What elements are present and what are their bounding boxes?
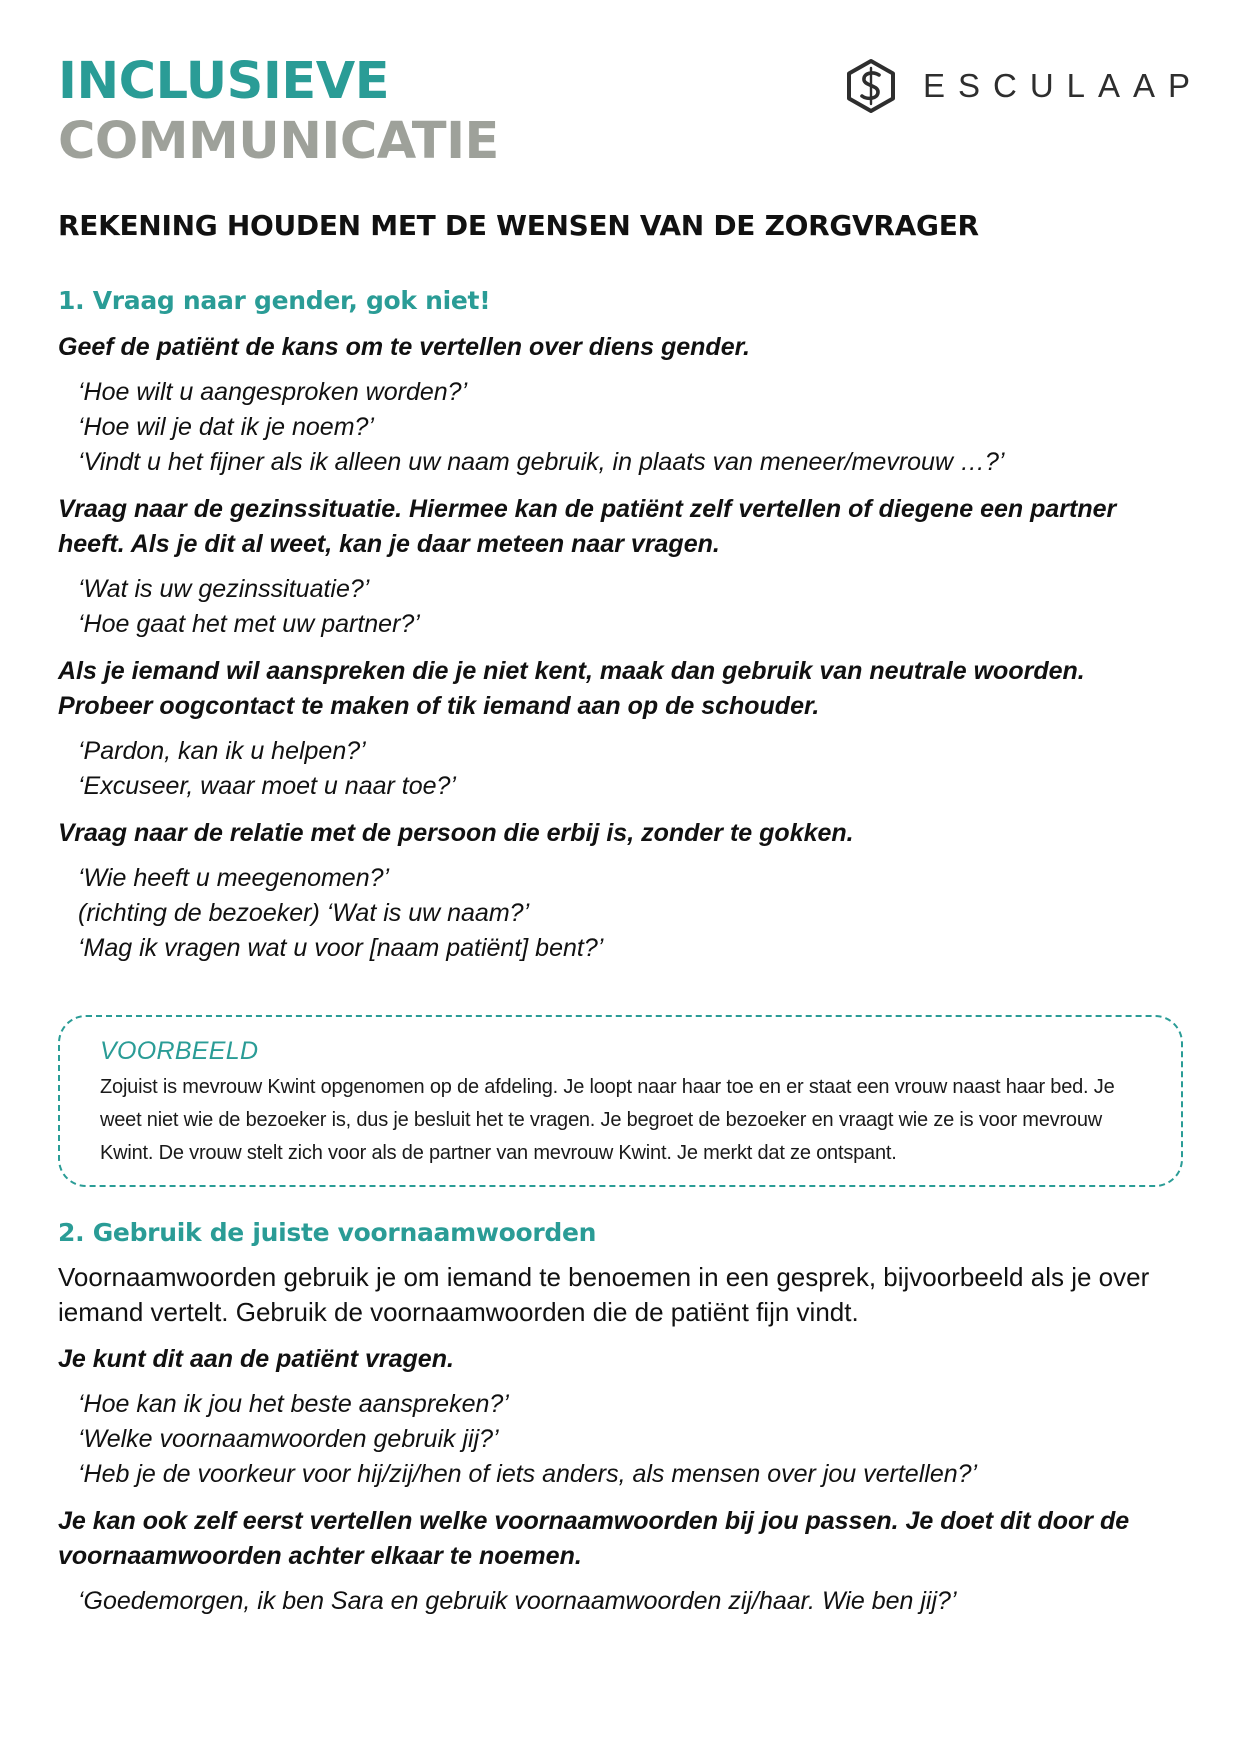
quote: ‘Vindt u het fijner als ik alleen uw naam gebruik, in plaats van meneer/mevrouw …?’ [78,448,1005,476]
quote: ‘Heb je de voorkeur voor hij/zij/hen of iets anders, als mensen over jou vertellen?’ [78,1460,978,1488]
quote-list [78,375,1168,480]
example-title: VOORBEELD [100,1037,259,1065]
quote: ‘Hoe wilt u aangesproken worden?’ [78,378,468,406]
quote-list [78,734,1168,804]
quote: ‘Excuseer, waar moet u naar toe?’ [78,772,456,800]
section-gender [58,284,1168,966]
quote: ‘Hoe wil je dat ik je noem?’ [78,413,374,441]
instruction: Vraag naar de relatie met de persoon die erbij is, zonder te gokken. [58,819,854,847]
quote: ‘Wie heeft u meegenomen?’ [78,864,390,892]
quote: ‘Goedemorgen, ik ben Sara en gebruik voornaamwoorden zij/haar. Wie ben jij?’ [78,1587,957,1615]
quote-list [78,861,1168,966]
quote: ‘Welke voornaamwoorden gebruik jij?’ [78,1425,499,1453]
section-1-heading: 1. Vraag naar gender, gok niet! [58,286,491,315]
quote: ‘Mag ik vragen wat u voor [naam patiënt] bent?’ [78,934,604,962]
section-2-intro: Voornaamwoorden gebruik je om iemand te benoemen in een gesprek, bijvoorbeeld als je over iemand vertelt. Gebruik de voornaamwoorden die de patiënt fijn vindt. [58,1262,1150,1327]
quote-list [78,1584,1168,1619]
instruction: Je kan ook zelf eerst vertellen welke voornaamwoorden bij jou passen. Je doet dit door de voornaamwoorden achter elkaar te noemen. [58,1507,1130,1570]
quote: ‘Hoe gaat het met uw partner?’ [78,610,420,638]
section-pronouns [58,1216,1168,1619]
quote: (richting de bezoeker) ‘Wat is uw naam?’ [78,899,530,927]
example-text: Zojuist is mevrouw Kwint opgenomen op de afdeling. Je loopt naar haar toe en er staat een vrouw naast haar bed. Je weet niet wie de bezoeker is, dus je besluit het te vragen. Je begroet de bezoeker en vraagt wie ze is voor mevrouw Kwint. De vrouw stelt zich voor als de partner van mevrouw Kwint. Je merkt dat ze ontspant. [100,1076,1115,1164]
page-subtitle: REKENING HOUDEN MET DE WENSEN VAN DE ZORGVRAGER [58,209,979,242]
logo-wordmark: ESCULAAP [923,67,1204,104]
quote-list [78,1387,1168,1492]
quote: ‘Hoe kan ik jou het beste aanspreken?’ [78,1390,509,1418]
instruction: Je kunt dit aan de patiënt vragen. [58,1345,454,1373]
quote: ‘Wat is uw gezinssituatie?’ [78,575,370,603]
quote: ‘Pardon, kan ik u helpen?’ [78,737,366,765]
esculaap-logo [845,58,1203,114]
esculaap-hexagon-icon [845,58,897,114]
instruction: Geef de patiënt de kans om te vertellen over diens gender. [58,333,750,361]
example-callout [58,1015,1183,1187]
title-line-1: INCLUSIEVE [58,52,390,111]
quote-list [78,572,1168,642]
section-2-heading: 2. Gebruik de juiste voornaamwoorden [58,1218,597,1247]
instruction: Vraag naar de gezinssituatie. Hiermee kan de patiënt zelf vertellen of diegene een partner heeft. Als je dit al weet, kan je daar meteen naar vragen. [58,495,1117,558]
title-line-2: COMMUNICATIE [58,112,499,171]
instruction: Als je iemand wil aanspreken die je niet kent, maak dan gebruik van neutrale woorden. Probeer oogcontact te maken of tik iemand aan op de schouder. [58,657,1085,720]
